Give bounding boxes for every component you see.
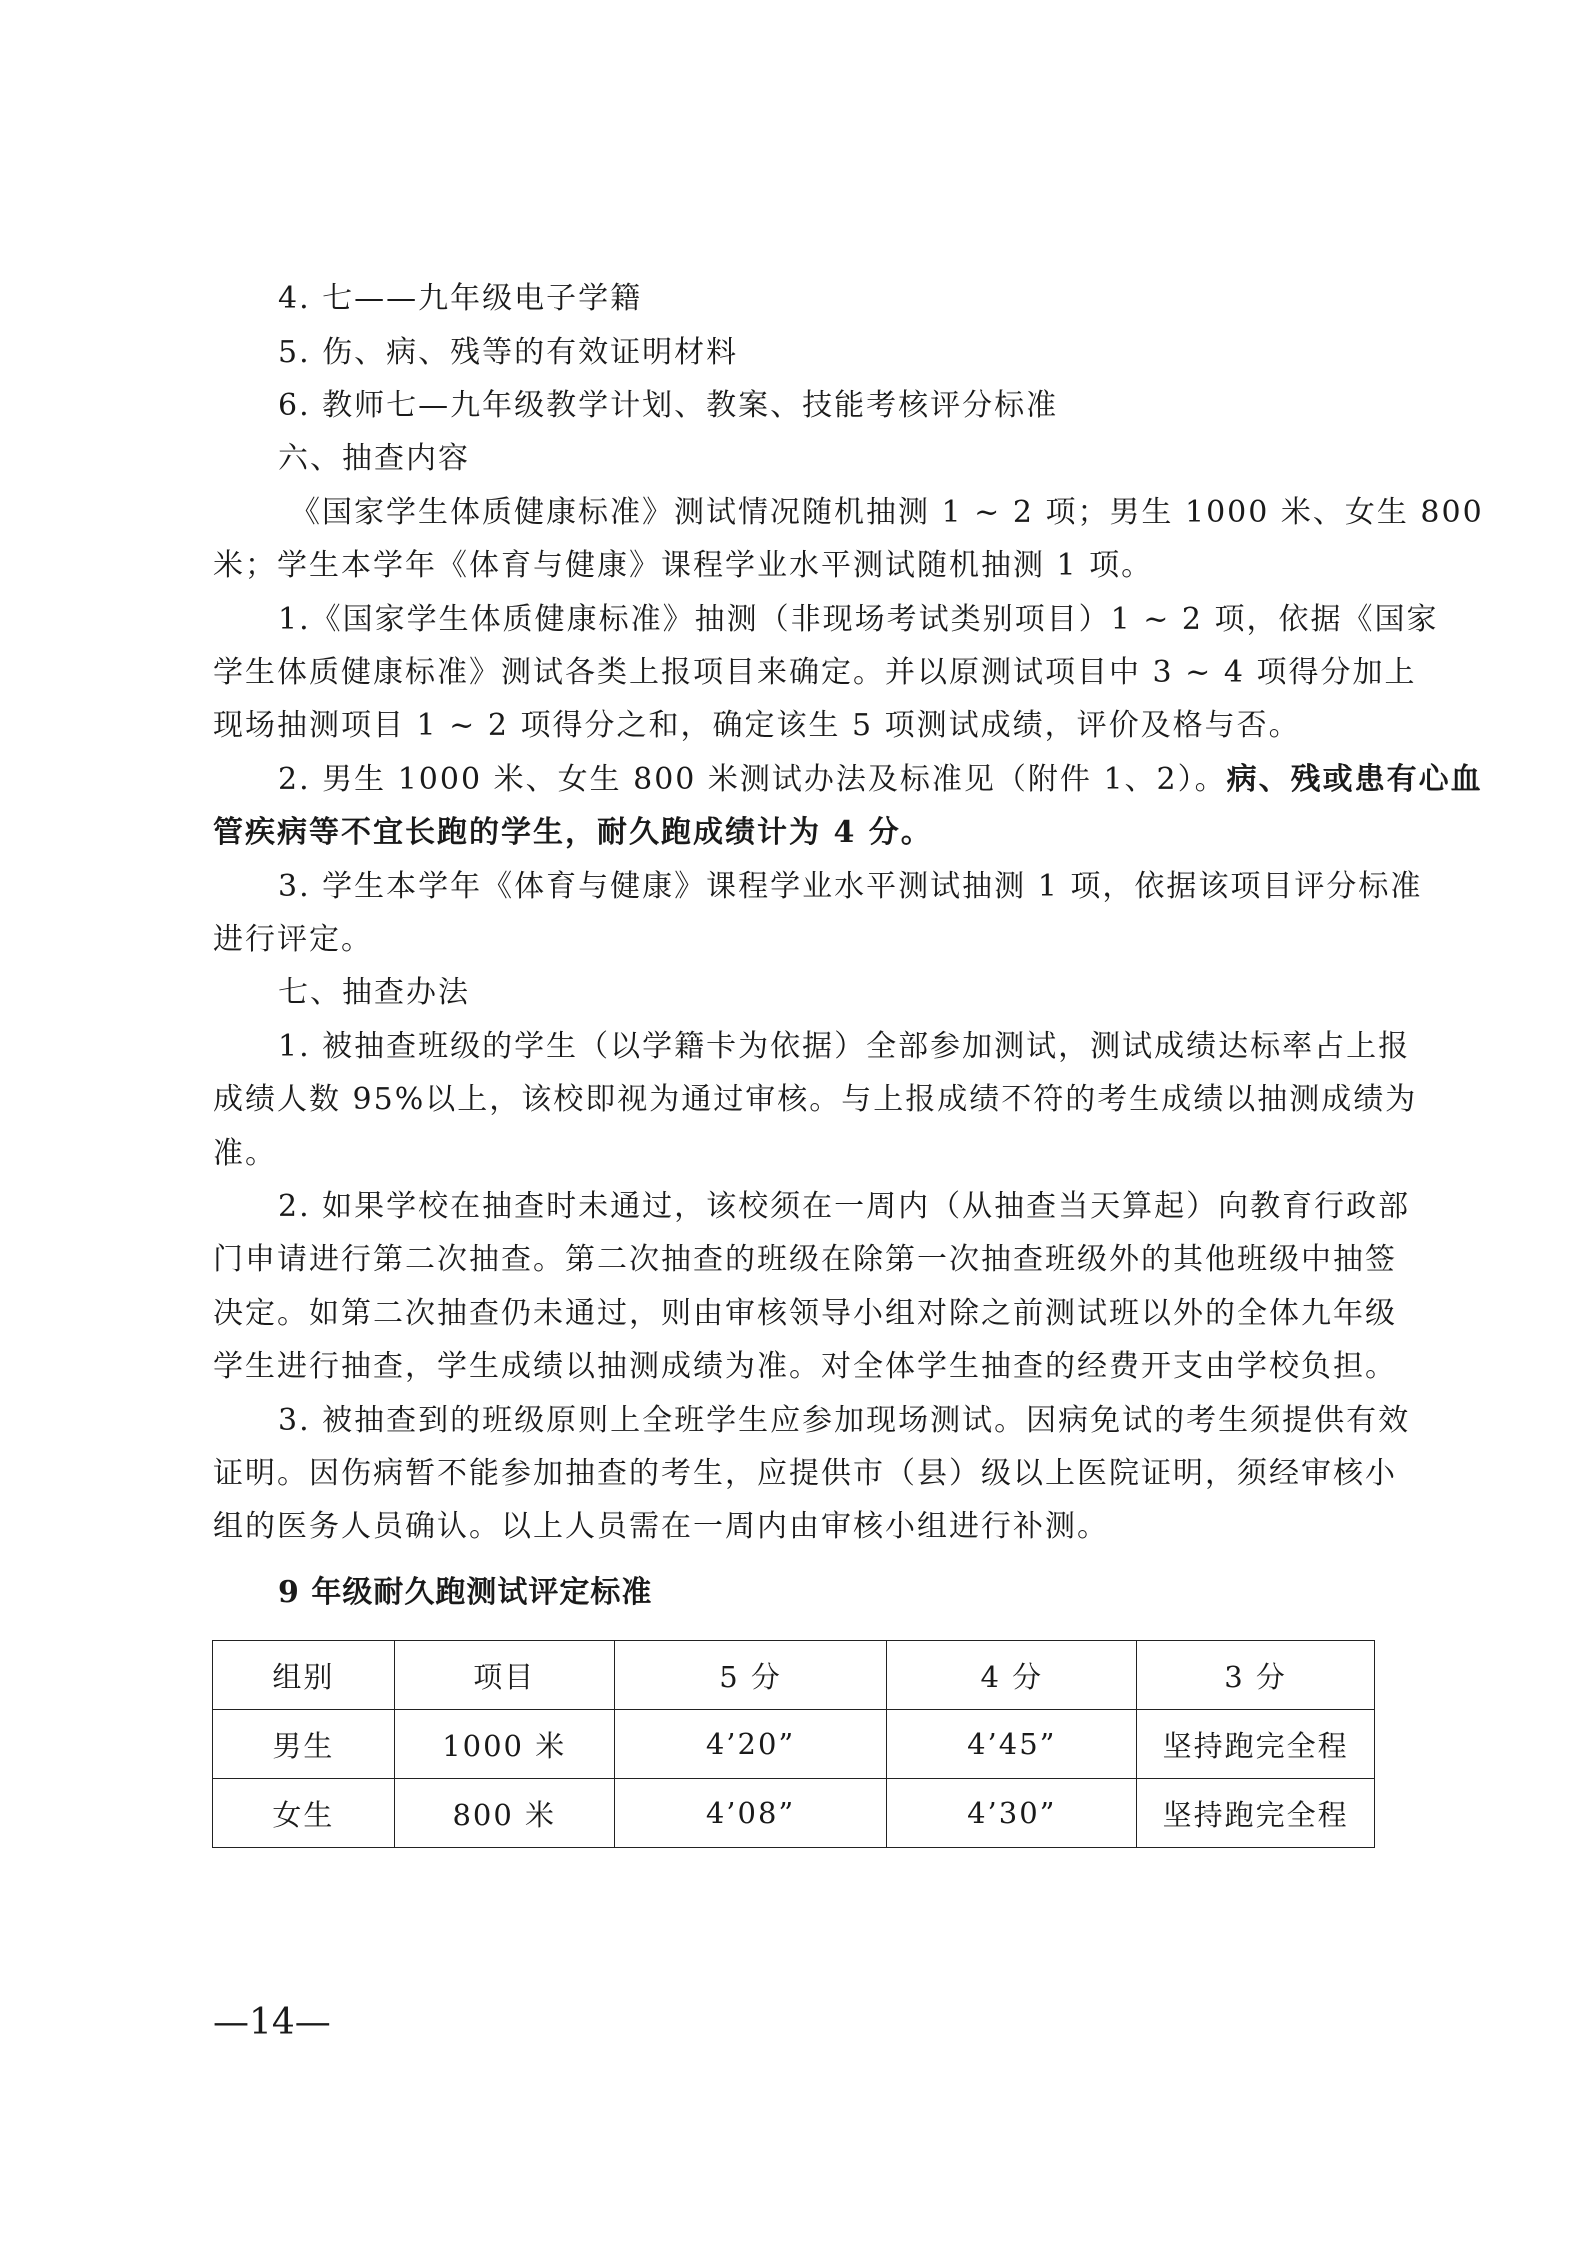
table-cell: 4’45” <box>887 1710 1137 1779</box>
text-line: 5. 伤、病、残等的有效证明材料 <box>278 335 739 370</box>
page-number: —14— <box>213 2002 331 2043</box>
table-cell: 女生 <box>213 1779 395 1848</box>
text-line <box>278 760 1483 800</box>
text-line: 学生体质健康标准》测试各类上报项目来确定。并以原测试项目中 3 ~ 4 项得分加上 <box>213 655 1417 690</box>
bold-text-segment: 病、残或患有心血 <box>1226 762 1483 797</box>
table-cell: 男生 <box>213 1710 395 1779</box>
text-line: 门申请进行第二次抽查。第二次抽查的班级在除第一次抽查班级外的其他班级中抽签 <box>213 1242 1397 1277</box>
header-cell-score-5: 5 分 <box>614 1641 887 1710</box>
standards-table <box>212 1640 1375 1848</box>
text-line: 1.《国家学生体质健康标准》抽测（非现场考试类别项目）1 ~ 2 项，依据《国家 <box>278 602 1439 637</box>
table-cell: 1000 米 <box>394 1710 614 1779</box>
text-line: 《国家学生体质健康标准》测试情况随机抽测 1 ~ 2 项；男生 1000 米、女生 800 <box>290 495 1484 530</box>
text-line: 现场抽测项目 1 ~ 2 项得分之和，确定该生 5 项测试成绩，评价及格与否。 <box>213 708 1301 743</box>
text-line: 学生进行抽查，学生成绩以抽测成绩为准。对全体学生抽查的经费开支由学校负担。 <box>213 1349 1397 1384</box>
header-cell-score-4: 4 分 <box>887 1641 1137 1710</box>
table-cell: 800 米 <box>394 1779 614 1848</box>
table-title: 9 年级耐久跑测试评定标准 <box>278 1575 653 1610</box>
table-header-row <box>213 1641 1375 1710</box>
text-line: 2. 如果学校在抽查时未通过，该校须在一周内（从抽查当天算起）向教育行政部 <box>278 1189 1411 1224</box>
table-cell: 4’30” <box>887 1779 1137 1848</box>
header-cell-item: 项目 <box>394 1641 614 1710</box>
text-segment: 2. 男生 1000 米、女生 800 米测试办法及标准见（附件 1、2）。 <box>278 762 1227 797</box>
table-cell: 坚持跑完全程 <box>1137 1779 1375 1848</box>
section-heading: 六、抽查内容 <box>278 441 470 476</box>
table-row <box>213 1779 1375 1848</box>
text-line: 6. 教师七—九年级教学计划、教案、技能考核评分标准 <box>278 388 1059 423</box>
table-cell: 4’08” <box>614 1779 887 1848</box>
text-line: 1. 被抽查班级的学生（以学籍卡为依据）全部参加测试，测试成绩达标率占上报 <box>278 1029 1411 1064</box>
text-line: 决定。如第二次抽查仍未通过，则由审核领导小组对除之前测试班以外的全体九年级 <box>213 1296 1397 1331</box>
header-cell-score-3: 3 分 <box>1137 1641 1375 1710</box>
bold-text-line: 管疾病等不宜长跑的学生，耐久跑成绩计为 4 分。 <box>213 815 933 850</box>
text-line: 成绩人数 95%以上，该校即视为通过审核。与上报成绩不符的考生成绩以抽测成绩为 <box>213 1082 1418 1117</box>
text-line: 证明。因伤病暂不能参加抽查的考生，应提供市（县）级以上医院证明，须经审核小 <box>213 1456 1397 1491</box>
text-line: 3. 学生本学年《体育与健康》课程学业水平测试抽测 1 项，依据该项目评分标准 <box>278 869 1423 904</box>
text-line: 组的医务人员确认。以上人员需在一周内由审核小组进行补测。 <box>213 1509 1109 1544</box>
text-line: 进行评定。 <box>213 922 373 957</box>
table-cell: 坚持跑完全程 <box>1137 1710 1375 1779</box>
text-line: 4. 七——九年级电子学籍 <box>278 281 643 316</box>
header-cell-group: 组别 <box>213 1641 395 1710</box>
table-row <box>213 1710 1375 1779</box>
text-line: 3. 被抽查到的班级原则上全班学生应参加现场测试。因病免试的考生须提供有效 <box>278 1403 1411 1438</box>
table-cell: 4’20” <box>614 1710 887 1779</box>
text-line: 米；学生本学年《体育与健康》课程学业水平测试随机抽测 1 项。 <box>213 548 1154 583</box>
text-line: 准。 <box>213 1136 277 1171</box>
section-heading: 七、抽查办法 <box>278 975 470 1010</box>
